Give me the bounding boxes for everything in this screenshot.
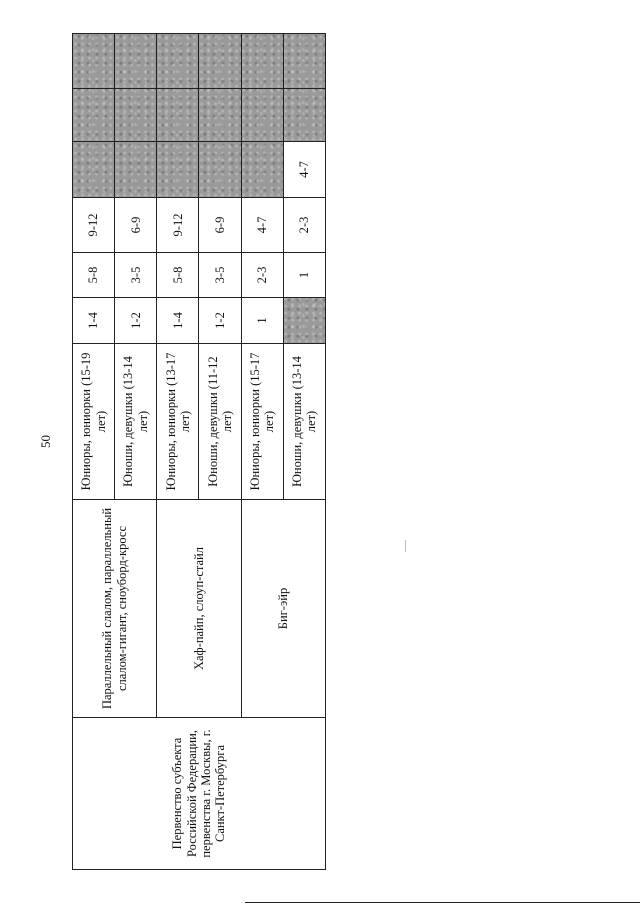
shaded-cell (283, 298, 325, 344)
shaded-cell (73, 142, 115, 198)
shaded-cell (115, 142, 157, 198)
age-group-cell: Юноши, девушки (13-14 лет) (283, 344, 325, 500)
shaded-cell (115, 89, 157, 142)
bottom-rule (245, 902, 640, 903)
place-cell: 2-3 (241, 253, 283, 298)
place-cell: 1 (241, 298, 283, 344)
place-cell: 5-8 (157, 253, 199, 298)
shaded-cell (199, 142, 241, 198)
place-cell: 6-9 (115, 198, 157, 253)
age-group-cell: Юниоры, юниорки (15-17 лет) (241, 344, 283, 500)
shaded-cell (241, 89, 283, 142)
place-cell: 4-7 (283, 142, 325, 198)
place-cell: 5-8 (73, 253, 115, 298)
place-cell: 4-7 (241, 198, 283, 253)
place-cell: 1-2 (199, 298, 241, 344)
competition-cell: Первенство субъекта Российской Федерации, первенства г. Москвы, г. Санкт-Петербурга (73, 718, 326, 870)
place-cell: 3-5 (199, 253, 241, 298)
discipline-cell: Хаф-пайп, слоуп-стайл (157, 500, 241, 718)
place-cell: 1-4 (73, 298, 115, 344)
shaded-cell (73, 34, 115, 89)
place-cell: 6-9 (199, 198, 241, 253)
shaded-cell (73, 89, 115, 142)
shaded-cell (157, 89, 199, 142)
table-row (73, 34, 115, 870)
place-cell: 1-2 (115, 298, 157, 344)
scan-artifact (405, 540, 406, 552)
rotated-table-frame (72, 34, 326, 870)
shaded-cell (283, 89, 325, 142)
shaded-cell (115, 34, 157, 89)
age-group-cell: Юниоры, юниорки (13-17 лет) (157, 344, 199, 500)
shaded-cell (241, 142, 283, 198)
place-cell: 9-12 (157, 198, 199, 253)
shaded-cell (241, 34, 283, 89)
place-cell: 2-3 (283, 198, 325, 253)
shaded-cell (199, 34, 241, 89)
place-cell: 9-12 (73, 198, 115, 253)
shaded-cell (157, 34, 199, 89)
shaded-cell (157, 142, 199, 198)
discipline-cell: Параллельный слалом, параллельный слалом-гигант, сноуборд-кросс (73, 500, 157, 718)
discipline-cell: Биг-эйр (241, 500, 325, 718)
place-cell: 1 (283, 253, 325, 298)
age-group-cell: Юноши, девушки (13-14 лет) (115, 344, 157, 500)
age-group-cell: Юниоры, юниорки (15-19 лет) (73, 344, 115, 500)
shaded-cell (199, 89, 241, 142)
qualification-table (72, 33, 326, 870)
place-cell: 3-5 (115, 253, 157, 298)
age-group-cell: Юноши, девушки (11-12 лет) (199, 344, 241, 500)
place-cell: 1-4 (157, 298, 199, 344)
page-number: 50 (38, 435, 53, 448)
shaded-cell (283, 34, 325, 89)
